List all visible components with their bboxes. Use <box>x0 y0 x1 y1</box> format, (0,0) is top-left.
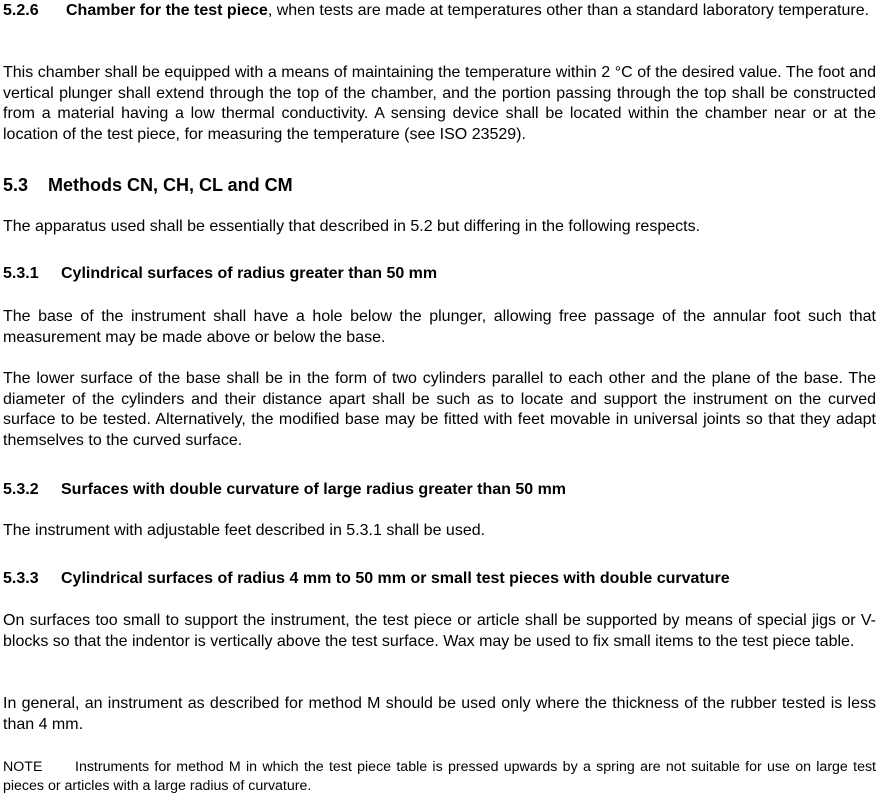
section-5-3-3-paragraph-2: In general, an instrument as described for method M should be used only where the thickness of the rubber tested is less than 4 mm. <box>3 695 876 733</box>
section-5-3-3-heading <box>3 569 876 589</box>
section-title: Cylindrical surfaces of radius 4 mm to 50 mm or small test pieces with double curvature <box>61 570 730 587</box>
section-title: Cylindrical surfaces of radius greater than 50 mm <box>61 265 438 282</box>
note <box>3 758 876 795</box>
section-5-3-3-paragraph-1: On surfaces too small to support the instrument, the test piece or article shall be supported by means of special jigs or V-blocks so that the indentor is vertically above the test surface. Wax may be used to fix small items to the test piece table. <box>3 612 876 650</box>
section-5-3-paragraph: The apparatus used shall be essentially that described in 5.2 but differing in the following respects. <box>3 218 701 235</box>
section-5-3-2-paragraph: The instrument with adjustable feet described in 5.3.1 shall be used. <box>3 522 486 539</box>
note-label: NOTE <box>3 759 43 775</box>
section-number: 5.3.3 <box>3 570 39 587</box>
section-5-2-6-heading <box>3 1 876 22</box>
section-number: 5.3.1 <box>3 265 39 282</box>
section-number: 5.3 <box>3 175 29 195</box>
section-5-3-1-paragraph-1: The base of the instrument shall have a hole below the plunger, allowing free passage of the annular foot such that measurement may be made above or below the base. <box>3 308 876 346</box>
section-5-3-1-heading <box>3 264 876 284</box>
section-title: Surfaces with double curvature of large radius greater than 50 mm <box>61 481 567 498</box>
section-5-3-1-paragraph-2: The lower surface of the base shall be in the form of two cylinders parallel to each other and the plane of the base. The diameter of the cylinders and their distance apart shall be such as to locate and support the instrument on the curved surface to be tested. Alternatively, the modified base may be fitted with feet movable in universal joints so that they adapt themselves to the curved surface. <box>3 370 876 449</box>
section-number: 5.3.2 <box>3 481 39 498</box>
section-number: 5.2.6 <box>3 2 39 19</box>
section-5-3-heading <box>3 174 876 196</box>
section-5-2-6-paragraph: This chamber shall be equipped with a means of maintaining the temperature within 2 °C of the desired value. The foot and vertical plunger shall extend through the top of the chamber, and the portion passing through the top shall be constructed from a material having a low thermal conductivity. A sensing device shall be located within the chamber near or at the location of the test piece, for measuring the temperature (see ISO 23529). <box>3 64 876 143</box>
section-5-3-2-heading <box>3 480 876 500</box>
note-text: Instruments for method M in which the test piece table is pressed upwards by a spring are not suitable for use on large test pieces or articles with a large radius of curvature. <box>3 759 876 794</box>
section-title-rest: , when tests are made at temperatures other than a standard laboratory temperature. <box>267 2 870 19</box>
section-title: Methods CN, CH, CL and CM <box>48 175 293 195</box>
section-title: Chamber for the test piece <box>66 2 268 19</box>
